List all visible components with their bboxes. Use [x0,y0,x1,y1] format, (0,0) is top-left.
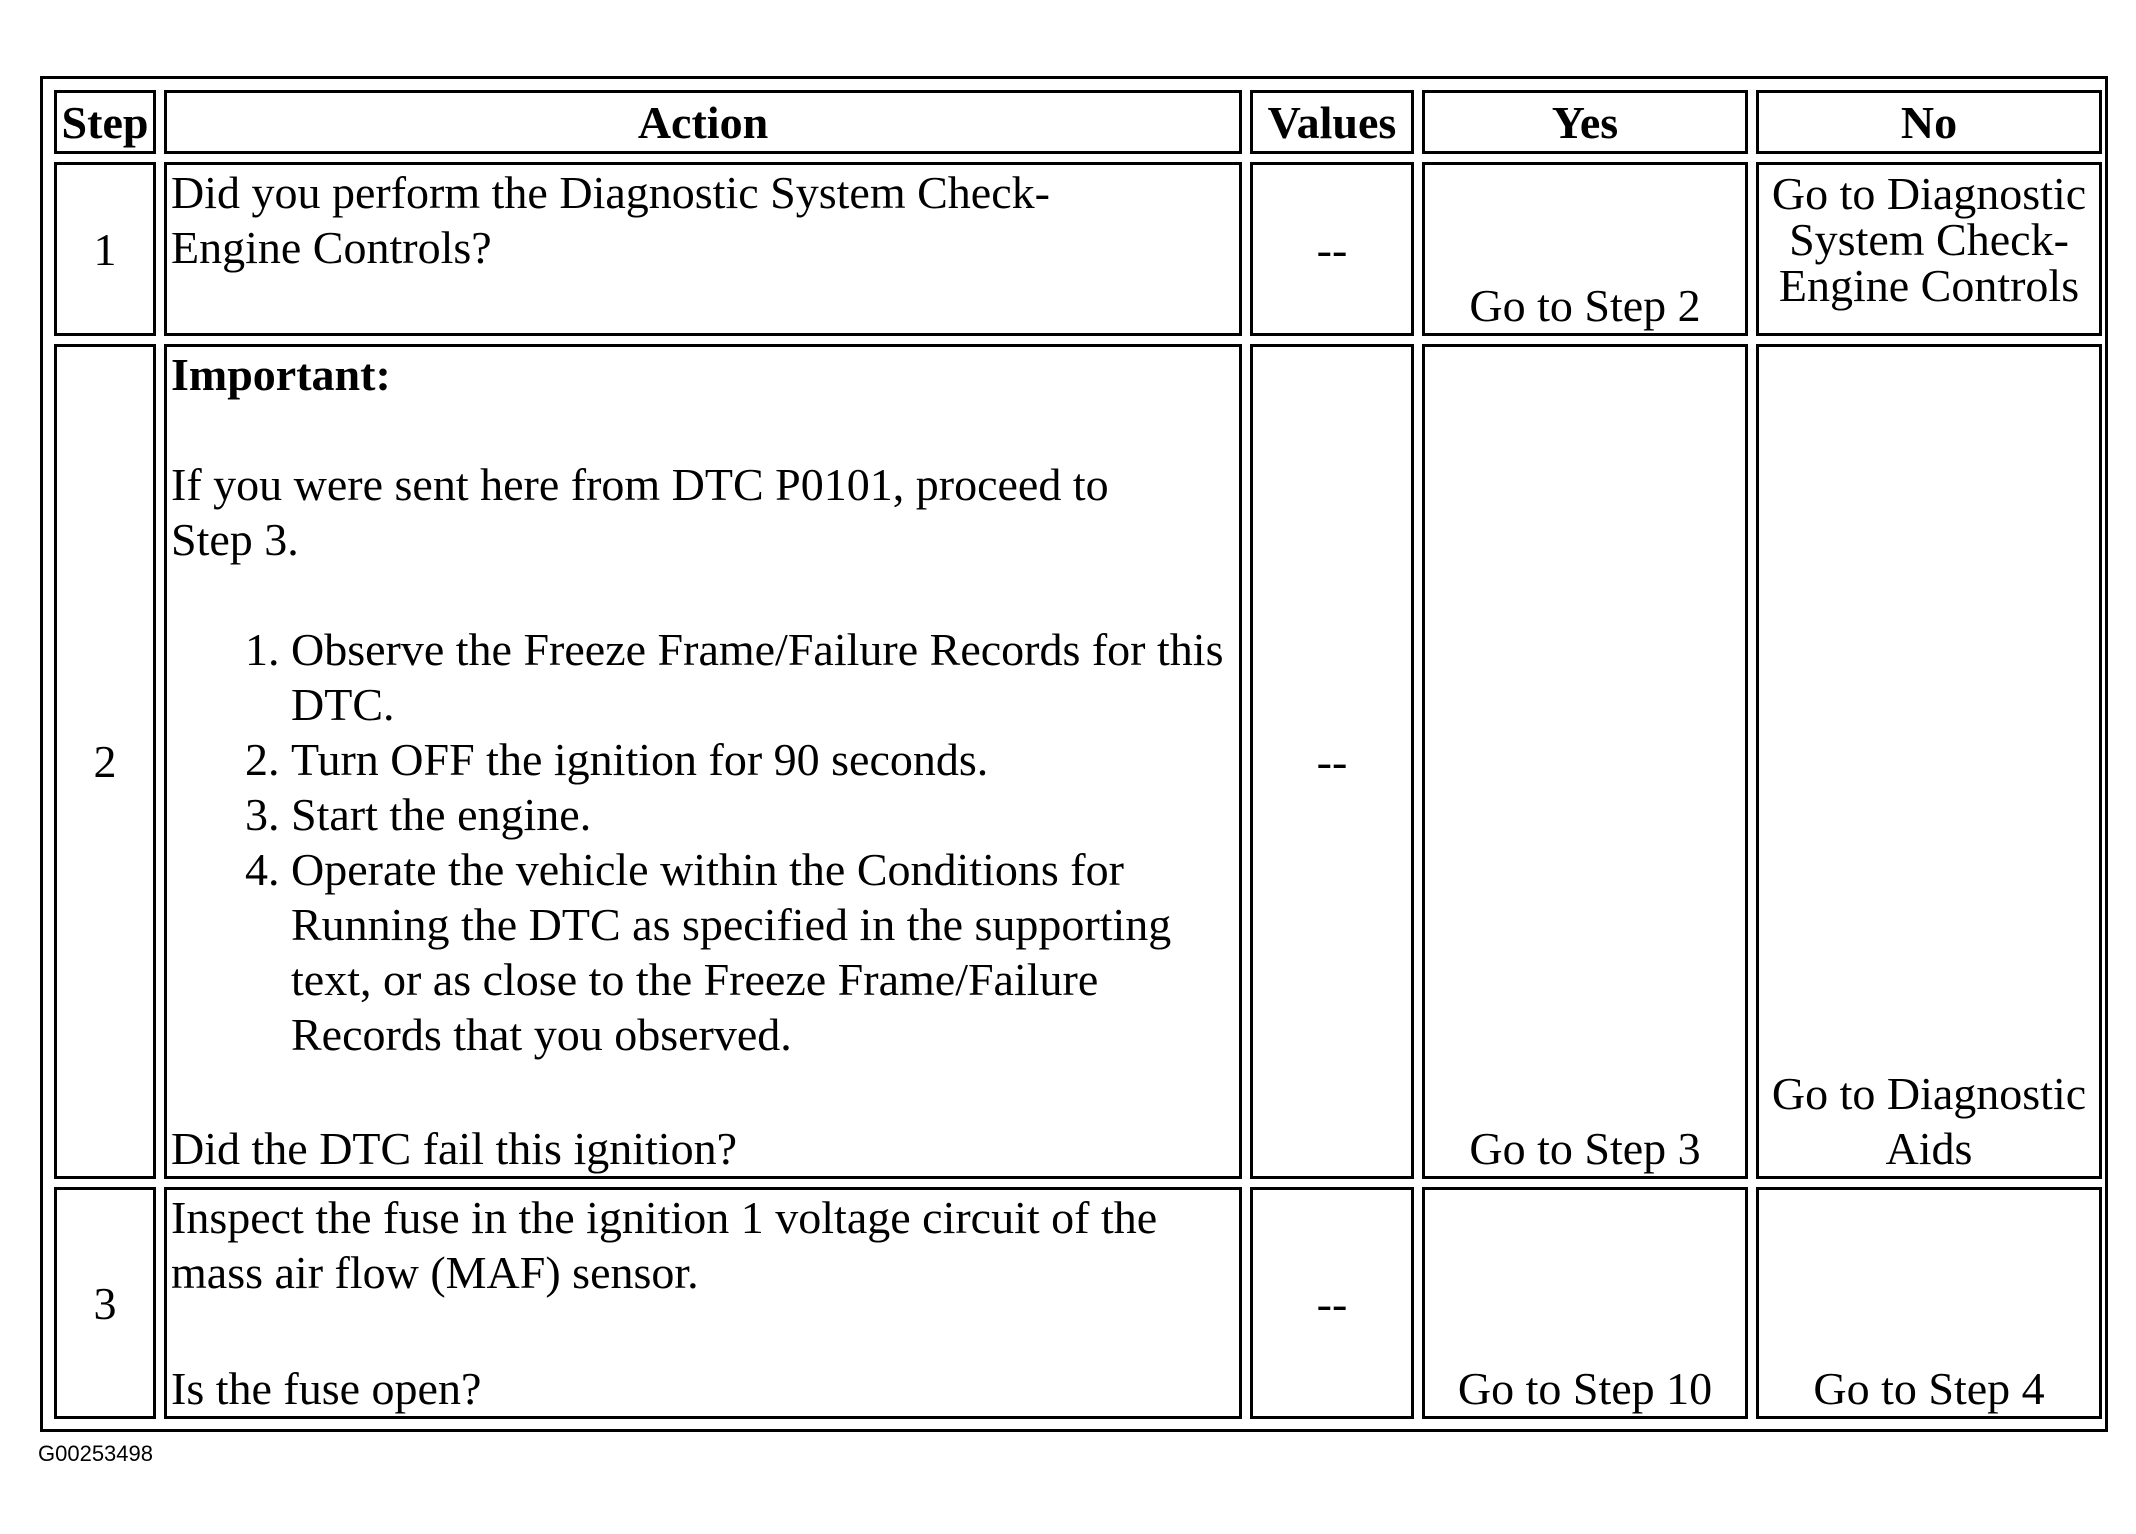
no-link-line: Engine Controls [1778,260,2080,311]
important-label: Important: [171,349,391,400]
action-text: Did you perform the Diagnostic System Check- [171,167,1050,218]
yes-link[interactable]: Go to Step 3 [1469,1123,1701,1174]
no-link[interactable] [1763,168,2095,311]
action-text: Inspect the fuse in the ignition 1 voltage circuit of the [171,1192,1158,1243]
no-link-line: Go to Diagnostic [1771,168,2087,219]
list-item: 2. Turn OFF the ignition for 90 seconds. [291,732,1235,787]
question-text: Is the fuse open? [171,1363,482,1414]
no-link-line: Aids [1885,1123,1973,1174]
header-no: No [1756,90,2102,154]
no-link-line: System Check- [1789,214,2069,265]
action-text: mass air flow (MAF) sensor. [171,1247,699,1298]
yes-cell [1422,162,1748,336]
no-link-line: Go to Diagnostic [1771,1068,2087,1119]
question-text: Did the DTC fail this ignition? [171,1123,737,1174]
yes-link[interactable]: Go to Step 10 [1457,1363,1713,1414]
step-number: 3 [54,1187,156,1419]
diagnostic-table [46,82,2110,1427]
values-cell: -- [1250,344,1414,1179]
header-row [54,90,2102,154]
step-number: 2 [54,344,156,1179]
list-item: 3. Start the engine. [291,787,1235,842]
yes-link[interactable]: Go to Step 2 [1469,280,1701,331]
table-row [54,162,2102,336]
header-yes: Yes [1422,90,1748,154]
values-cell: -- [1250,162,1414,336]
table-row [54,344,2102,1179]
procedure-list [171,622,1235,1062]
action-text: Engine Controls? [171,222,492,273]
no-cell [1756,162,2102,336]
figure-id: G00253498 [38,1441,153,1466]
table-row [54,1187,2102,1419]
no-cell [1756,344,2102,1179]
no-cell [1756,1187,2102,1419]
yes-cell [1422,1187,1748,1419]
note-text: If you were sent here from DTC P0101, proceed to [171,459,1109,510]
step-number: 1 [54,162,156,336]
header-values: Values [1250,90,1414,154]
action-cell [164,344,1242,1179]
note-text: Step 3. [171,514,299,565]
action-cell [164,162,1242,336]
action-cell [164,1187,1242,1419]
yes-cell [1422,344,1748,1179]
list-item: 4. Operate the vehicle within the Conditions for Running the DTC as specified in the supporting text, or as close to the Freeze Frame/Failure Records that you observed. [291,842,1235,1062]
values-cell: -- [1250,1187,1414,1419]
list-item: 1. Observe the Freeze Frame/Failure Records for this DTC. [291,622,1235,732]
no-link[interactable]: Go to Step 4 [1813,1363,2045,1414]
header-action: Action [164,90,1242,154]
no-link[interactable] [1763,1066,2095,1176]
header-step: Step [54,90,156,154]
